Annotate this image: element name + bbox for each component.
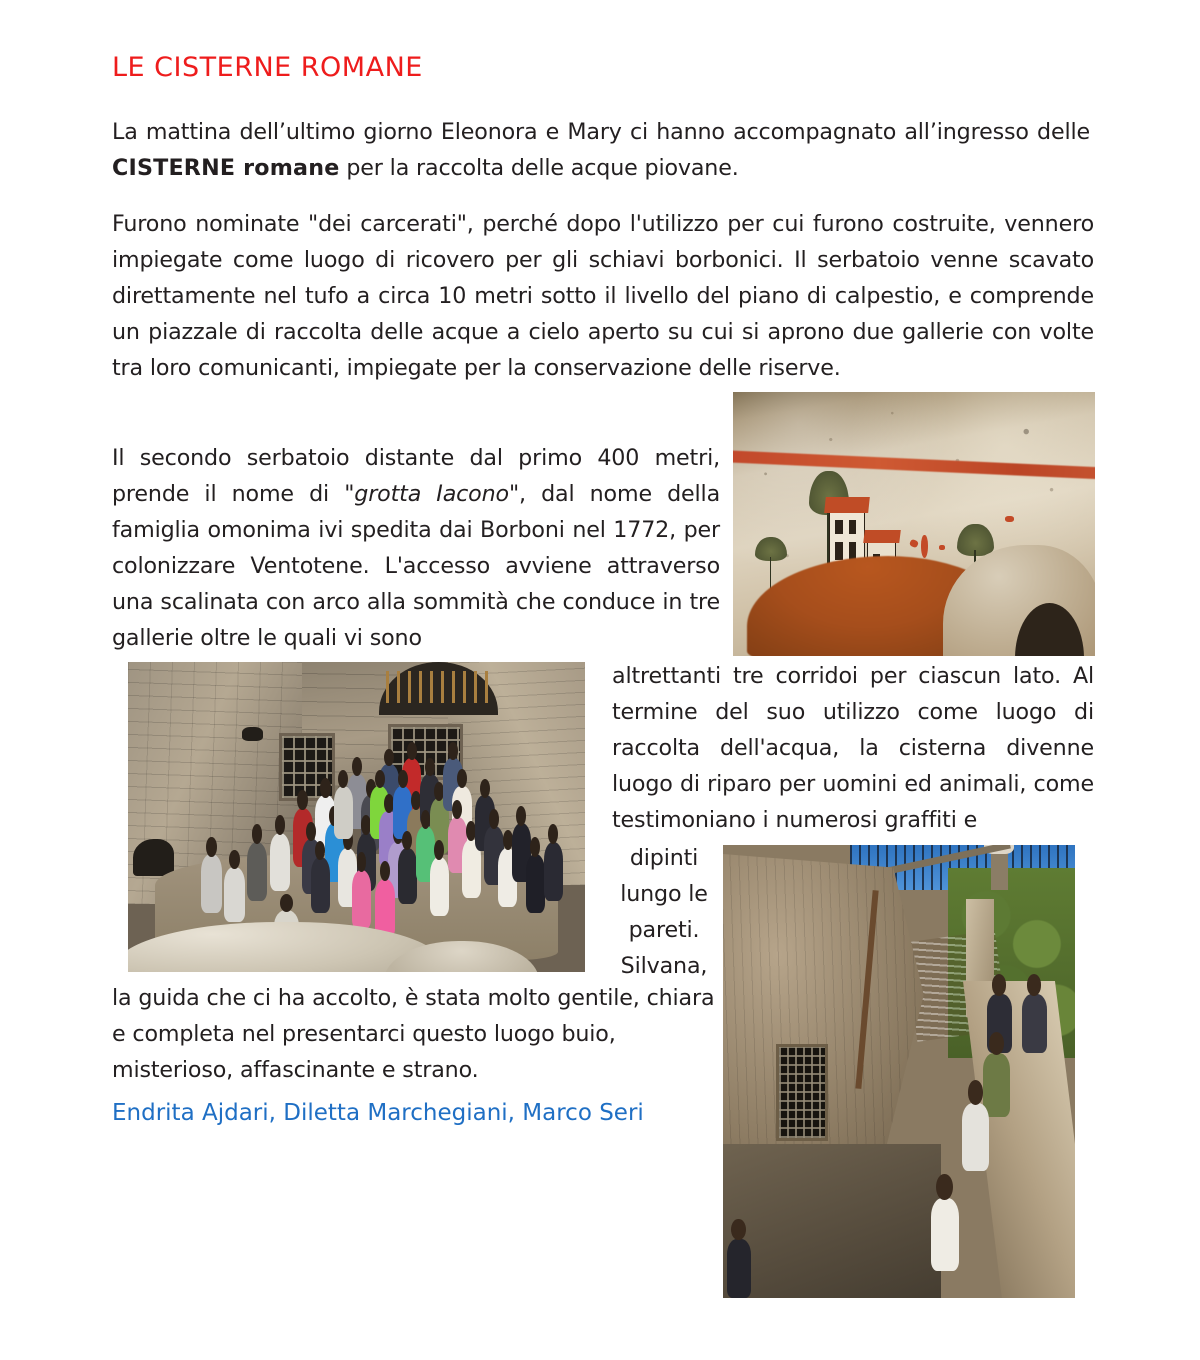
paragraph-third [112,440,720,656]
person [962,1103,988,1171]
cistern-stairway-photo [723,845,1075,1298]
person [931,1198,959,1270]
cave-wall-painting-photo [733,392,1095,656]
person [201,854,222,913]
person [224,867,245,923]
group-photo-cave-opening [133,839,174,876]
person [983,1053,1009,1116]
third-text-before-italic: Il secondo serbatoio distante dal primo 400 metri, prende il nome di [112,445,720,507]
person [544,842,563,901]
intro-text-after-bold: per la raccolta delle acque piovane. [339,155,739,181]
third-text-italic: "grotta Iacono" [344,481,520,507]
person [334,786,353,839]
house-door [835,542,842,560]
third-text-after-italic: , dal nome della famiglia omonima ivi spedita dai Borboni nel 1772, per colonizzare Ventotene. L'accesso avviene attraverso una scalinata con arco alla sommità che conduce in tre gallerie oltre le quali vi sono [112,481,721,651]
person [526,854,545,913]
person [430,857,449,916]
person [1022,994,1047,1053]
paragraph-intro [112,114,1090,186]
stairs-photo-lamp-post [991,850,1009,891]
author-byline: Endrita Ajdari, Diletta Marchegiani, Marco Seri [112,1100,644,1126]
person [352,870,371,929]
person [247,842,268,901]
person [270,833,291,892]
fresco-red-mark [1005,516,1014,522]
house-roof [824,497,870,513]
intro-text-before-bold: La mattina dell’ultimo giorno Eleonora e Mary ci hanno accompagnato all’ingresso delle [112,119,1090,145]
paragraph-fourth: altrettanti tre corridoi per ciascun lato. Al termine del suo utilizzo come luogo di raccolta dell'acqua, la cisterna divenne luogo di riparo per uomini ed animali, come testimoniano i numerosi graffiti e [612,663,1094,833]
paragraph-narrow-column: dipinti lungo le pareti. Silvana, [620,845,708,979]
fresco-red-mark [939,545,945,550]
person [398,848,417,904]
page-title: LE CISTERNE ROMANE [112,52,423,83]
house-window [835,520,842,534]
paragraph-fifth: la guida che ci ha accolto, è stata molto gentile, chiara e completa nel presentarci questo luogo buio, misterioso, affascinante e strano. [112,985,715,1083]
stairs-photo-floor [723,1144,941,1298]
house-window [849,520,856,534]
house-roof [863,530,900,543]
paragraph-second: Furono nominate "dei carcerati", perché dopo l'utilizzo per cui furono costruite, vennero impiegate come luogo di ricovero per gli schiavi borbonici. Il serbatoio venne scavato direttamente nel tufo a circa 10 metri sotto il livello del piano di calpestio, e comprende un piazzale di raccolta delle acque a cielo aperto su cui si aprono due gallerie con volte tra loro comunicanti, impiegate per la conservazione delle riserve. [112,211,1094,381]
person [727,1239,752,1298]
stairs-photo-barred-door [776,1044,828,1141]
person [311,857,330,913]
intro-text-bold: CISTERNE romane [112,155,340,181]
group-photo-niche [242,727,263,741]
student-group-photo [128,662,585,972]
